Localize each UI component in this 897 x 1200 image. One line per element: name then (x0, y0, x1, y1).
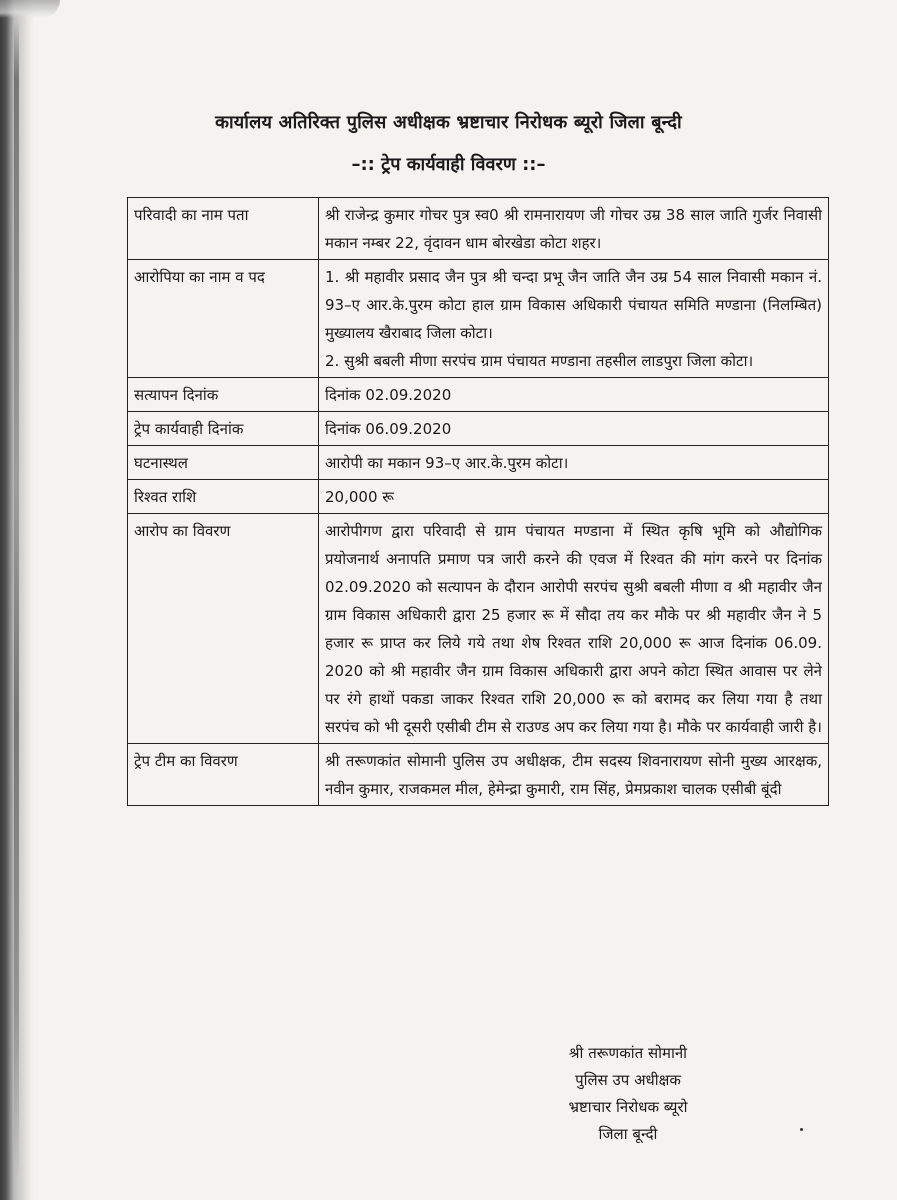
signatory-district: जिला बून्दी (598, 1125, 658, 1143)
trap-team-label: ट्रेप टीम का विवरण (128, 744, 319, 806)
table-row-trap-team (128, 744, 829, 806)
accused-one: 1. श्री महावीर प्रसाद जैन पुत्र श्री चन्दा प्रभू जैन जाति जैन उम्र 54 साल निवासी मकान नं. 93–ए आर.के.पुरम कोटा हाल ग्राम विकास अधिकारी पंचायत समिति मण्डाना (निलम्बित) मुख्यालय खैराबाद जिला कोटा। (325, 268, 822, 342)
scan-corner-shadow (0, 0, 60, 18)
trap-date-label: ट्रेप कार्यवाही दिनांक (128, 412, 319, 446)
verification-date-value: दिनांक 02.09.2020 (319, 378, 829, 412)
scan-page-edge (0, 0, 34, 1200)
table-row-allegation (128, 514, 829, 744)
allegation-value: आरोपीगण द्वारा परिवादी से ग्राम पंचायत मण्डाना में स्थित कृषि भूमि को औद्योगिक प्रयोजनार्थ अनापति प्रमाण पत्र जारी करने की एवज में रिश्वत की मांग करने पर दिनांक 02.09.2020 को सत्यापन के दौरान आरोपी सरपंच सुश्री बबली मीणा व श्री महावीर जैन ग्राम विकास अधिकारी द्वारा 25 हजार रू में सौदा तय कर मौके पर श्री महावीर जैन ने 5 हजार रू प्राप्त कर लिये गये तथा शेष रिश्वत राशि 20,000 रू आज दिनांक 06.09. 2020 को श्री महावीर जैन ग्राम विकास अधिकारी द्वारा अपने कोटा स्थित आवास पर लेने पर रंगे हाथों पकडा जाकर रिश्वत राशि 20,000 रू को बरामद कर लिया गया है तथा सरपंच को भी दूसरी एसीबी टीम से राउण्ड अप कर लिया गया है। मौके पर कार्यवाही जारी है। (319, 514, 829, 744)
table-row-verification-date (128, 378, 829, 412)
bribe-amount-value: 20,000 रू (319, 480, 829, 514)
bribe-amount-label: रिश्वत राशि (128, 480, 319, 514)
trap-details-table (127, 197, 829, 806)
scan-speck (800, 1128, 803, 1131)
location-value: आरोपी का मकान 93–ए आर.के.पुरम कोटा। (319, 446, 829, 480)
complainant-label: परिवादी का नाम पता (128, 198, 319, 260)
table-row-trap-date (128, 412, 829, 446)
table-row-location (128, 446, 829, 480)
document-subtitle: –:: ट्रेप कार्यवाही विवरण ::– (351, 154, 546, 175)
accused-value (319, 260, 829, 378)
accused-two: 2. सुश्री बबली मीणा सरपंच ग्राम पंचायत मण्डाना तहसील लाडपुरा जिला कोटा। (325, 352, 754, 370)
table-row-bribe-amount (128, 480, 829, 514)
signatory-name: श्री तरूणकांत सोमानी (568, 1044, 688, 1062)
signature-block (528, 1040, 728, 1148)
accused-label: आरोपिया का नाम व पद (128, 260, 319, 378)
trap-team-value: श्री तरूणकांत सोमानी पुलिस उप अधीक्षक, टीम सदस्य शिवनारायण सोनी मुख्य आरक्षक, नवीन कुमार, राजकमल मील, हेमेन्द्रा कुमारी, राम सिंह, प्रेमप्रकाश चालक एसीबी बूंदी (319, 744, 829, 806)
location-label: घटनास्थल (128, 446, 319, 480)
verification-date-label: सत्यापन दिनांक (128, 378, 319, 412)
table-row-complainant (128, 198, 829, 260)
signatory-department: भ्रष्टाचार निरोधक ब्यूरो (568, 1098, 688, 1116)
allegation-label: आरोप का विवरण (128, 514, 319, 744)
trap-date-value: दिनांक 06.09.2020 (319, 412, 829, 446)
complainant-value: श्री राजेन्द्र कुमार गोचर पुत्र स्व0 श्री रामनारायण जी गोचर उम्र 38 साल जाति गुर्जर निवासी मकान नम्बर 22, वृंदावन धाम बोरखेडा कोटा शहर। (319, 198, 829, 260)
signatory-designation: पुलिस उप अधीक्षक (575, 1071, 681, 1089)
office-title: कार्यालय अतिरिक्त पुलिस अधीक्षक भ्रष्टाचार निरोधक ब्यूरो जिला बून्दी (215, 112, 682, 133)
table-row-accused (128, 260, 829, 378)
